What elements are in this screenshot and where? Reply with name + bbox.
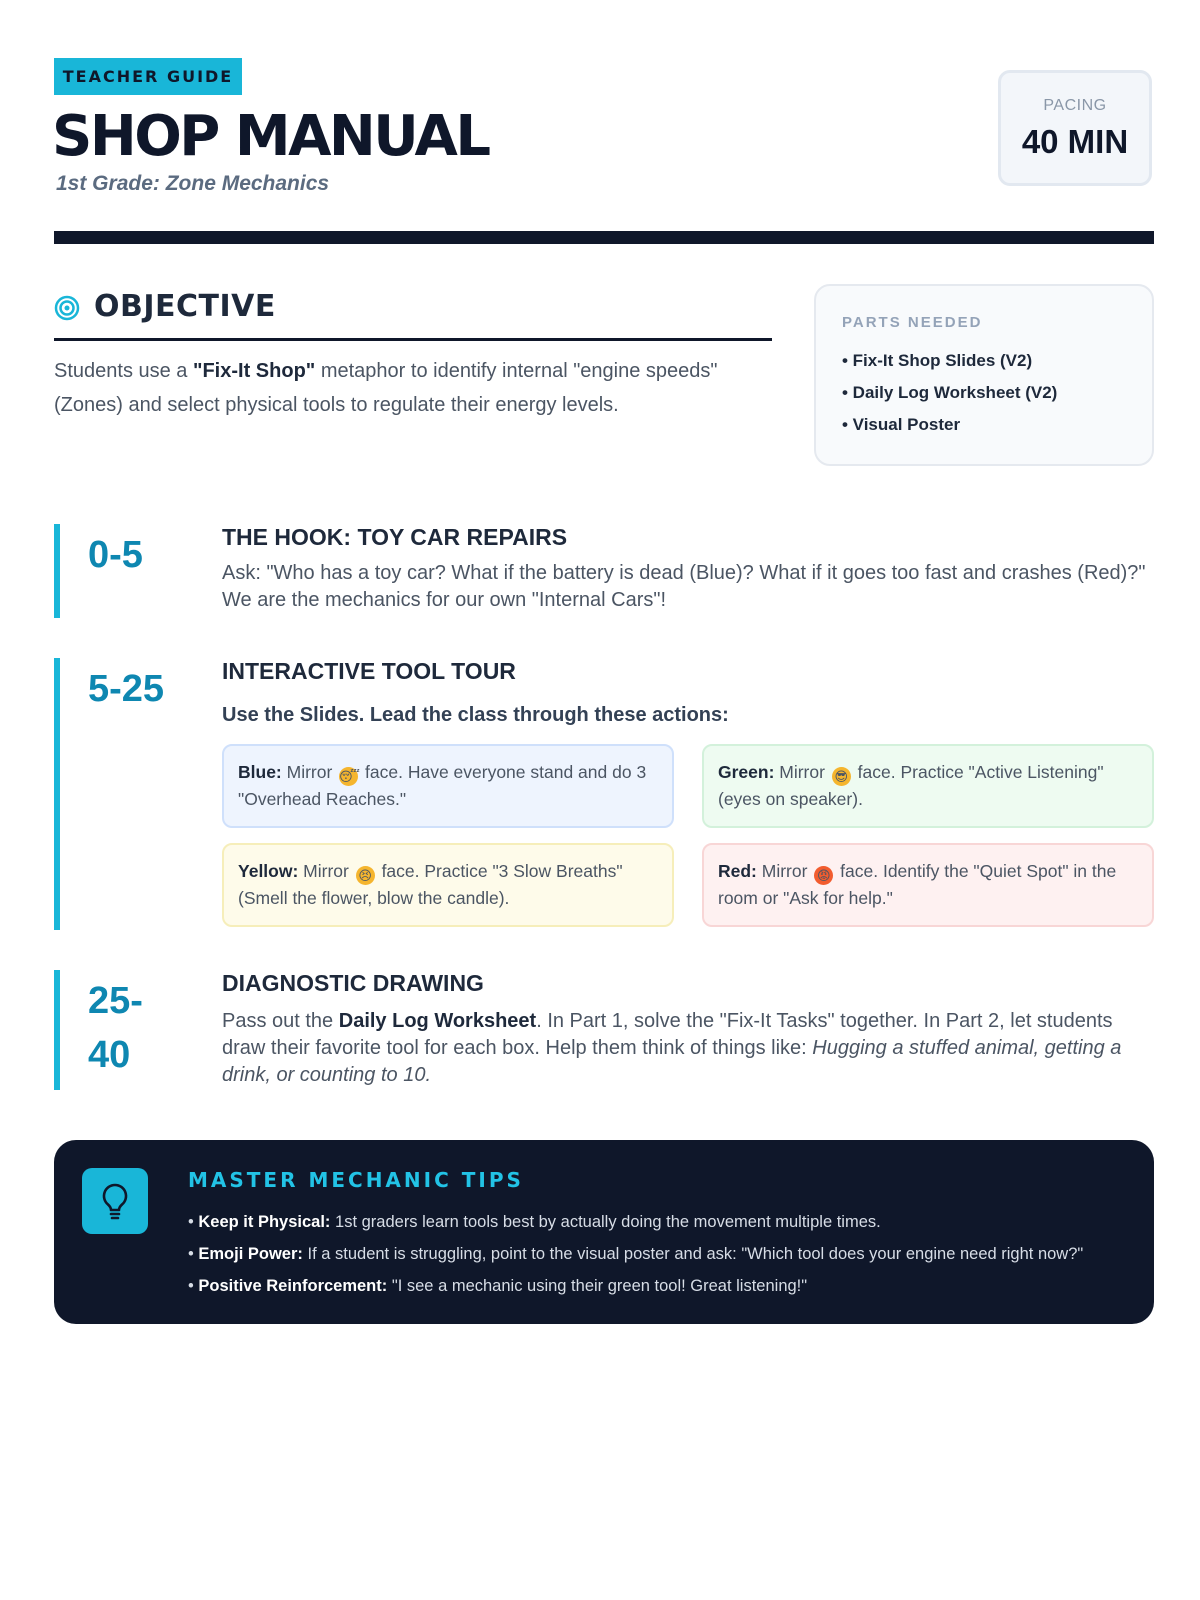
lightbulb-icon <box>82 1168 148 1234</box>
time-range: 25- 40 <box>88 980 143 1076</box>
block-text: Ask: "Who has a toy car? What if the battery is dead (Blue)? What if it goes too fast and crashes (Red)?" We are the mechanics for our own "Internal Cars"! <box>222 562 1146 611</box>
yellow-zone-card: Yellow: Mirror 😣 face. Practice "3 Slow Breaths" (Smell the flower, blow the candle). <box>222 843 674 927</box>
blue-zone-card: Blue: Mirror 😴 face. Have everyone stand and do 3 "Overhead Reaches." <box>222 744 674 828</box>
objective-title: OBJECTIVE <box>94 289 276 324</box>
sunglasses-face-icon: 😎 <box>832 767 851 786</box>
pacing-label: PACING <box>1043 97 1107 114</box>
list-item: • Daily Log Worksheet (V2) <box>842 383 1058 402</box>
page-subtitle: 1st Grade: Zone Mechanics <box>56 172 330 195</box>
objective-header <box>54 287 772 341</box>
anxious-face-icon: 😣 <box>356 866 375 885</box>
block-title: THE HOOK: TOY CAR REPAIRS <box>222 524 568 550</box>
list-item: • Emoji Power: If a student is struggling, point to the visual poster and ask: "Which tool does your engine need right now?" <box>188 1245 1084 1263</box>
time-range: 5-25 <box>88 668 165 710</box>
lightbulb-icon-box <box>82 1168 148 1234</box>
page-title: SHOP MANUAL <box>52 104 489 169</box>
timeline-bar <box>54 970 60 1090</box>
objective-text: Students use a "Fix-It Shop" metaphor to identify internal "engine speeds" (Zones) and select physical tools to regulate their energy levels. <box>54 360 718 416</box>
timeline-block-tour <box>54 658 1154 930</box>
master-mechanic-tips-panel <box>54 1140 1154 1324</box>
red-zone-card: Red: Mirror 😡 face. Identify the "Quiet Spot" in the room or "Ask for help." <box>702 843 1154 927</box>
timeline-bar <box>54 658 60 930</box>
tired-face-icon: 😴 <box>339 769 361 784</box>
block-title: DIAGNOSTIC DRAWING <box>222 970 484 996</box>
tour-lead-text: Use the Slides. Lead the class through these actions: <box>222 704 729 726</box>
block-title: INTERACTIVE TOOL TOUR <box>222 658 516 684</box>
green-zone-card: Green: Mirror 😎 face. Practice "Active Listening" (eyes on speaker). <box>702 744 1154 828</box>
teacher-guide-badge: TEACHER GUIDE <box>54 58 242 95</box>
angry-face-icon: 😡 <box>814 866 833 885</box>
list-item: • Visual Poster <box>842 415 961 434</box>
tips-list <box>188 1206 1083 1302</box>
timeline-block-drawing <box>54 970 1154 1090</box>
timeline-bar <box>54 524 60 618</box>
list-item: • Positive Reinforcement: "I see a mechanic using their green tool! Great listening!" <box>188 1277 808 1295</box>
timeline-block-hook <box>54 524 1154 618</box>
list-item: • Fix-It Shop Slides (V2) <box>842 351 1033 370</box>
parts-list <box>842 345 1126 441</box>
header-divider <box>54 231 1154 244</box>
parts-needed-label: PARTS NEEDED <box>842 314 983 331</box>
target-icon <box>54 295 80 321</box>
tips-title: MASTER MECHANIC TIPS <box>188 1168 524 1192</box>
block-text: Pass out the Daily Log Worksheet. In Part 1, solve the "Fix-It Tasks" together. In Part 2, let students draw their favorite tool for each box. Help them think of things like: Hugging a stuffed animal, getting a drink, or counting to 10. <box>222 1010 1122 1086</box>
pacing-box <box>998 70 1152 186</box>
pacing-value: 40 MIN <box>1021 123 1129 160</box>
list-item: • Keep it Physical: 1st graders learn tools best by actually doing the movement multiple times. <box>188 1213 881 1231</box>
parts-needed-box <box>814 284 1154 466</box>
time-range: 0-5 <box>88 534 143 576</box>
